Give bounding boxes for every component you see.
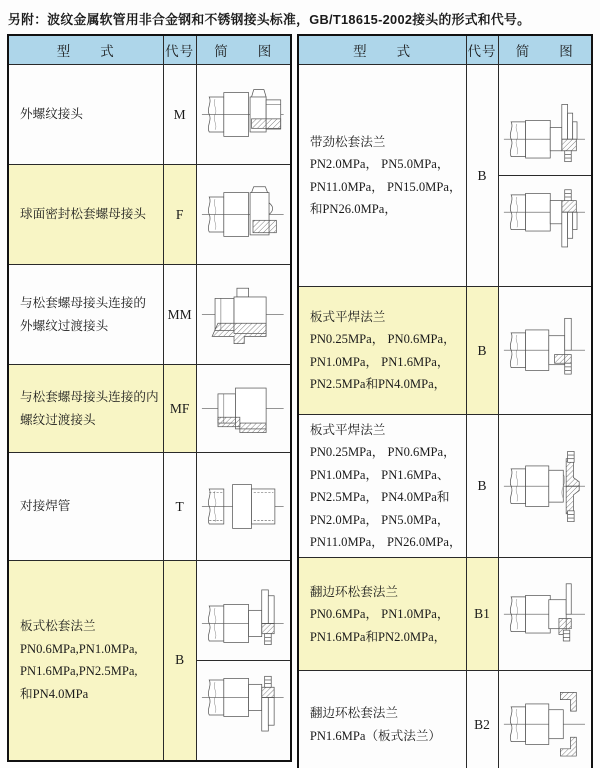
code-cell: MM (163, 265, 196, 365)
diagram (197, 660, 290, 734)
type-text-line: PN1.0MPa， PN1.6MPa、 (309, 467, 450, 482)
table-row (8, 65, 291, 165)
diagram (499, 578, 591, 650)
type-text-line: PN2.5MPa， PN4.0MPa和 (309, 490, 450, 505)
type-header: 型 式 (8, 35, 163, 65)
type-text-line: 翻边环松套法兰 (309, 584, 398, 599)
diagram (197, 470, 290, 543)
fitting-table-left (7, 34, 292, 762)
diagram (197, 372, 290, 445)
type-text-line: PN1.6MPa,PN2.5MPa, (20, 664, 138, 679)
diagram-stack (197, 587, 290, 734)
type-text-line: 与松套螺母接头连接的内 (20, 390, 159, 405)
neck-loose-flange-up-diagram (501, 103, 588, 175)
butt-weld-pipe-diagram (199, 470, 287, 543)
diagram (499, 314, 591, 386)
code-cell: B (466, 65, 498, 287)
diagram-cell (196, 453, 291, 561)
type-text-line: 与松套螺母接头连接的 (20, 296, 146, 311)
male-thread-joint-diagram (199, 78, 287, 151)
type-cell (8, 65, 163, 165)
diagram-cell (196, 365, 291, 453)
type-text-line: 板式平焊法兰 (309, 423, 386, 437)
type-text-line: 板式松套法兰 (20, 619, 96, 634)
diagram (499, 450, 591, 522)
code-cell: F (163, 165, 196, 265)
diagram-cell (498, 558, 592, 671)
code-header: 代号 (163, 35, 196, 65)
type-text-line: PN2.0MPa， PN5.0MPa， (309, 512, 450, 527)
type-text-line: PN1.6MPa（板式法兰） (309, 728, 442, 743)
type-text-line: PN1.0MPa， PN1.6MPa， (309, 354, 450, 369)
type-cell (298, 287, 466, 415)
diagram-cell (196, 165, 291, 265)
code-cell: B1 (466, 558, 498, 671)
table-row (298, 671, 592, 768)
diagram (499, 688, 591, 760)
flat-weld-flange-sym-diagram (501, 450, 588, 522)
fitting-table-right (297, 34, 593, 768)
type-cell (298, 65, 466, 287)
type-text-line: 螺纹过渡接头 (20, 412, 96, 427)
diagram (499, 103, 591, 175)
type-cell (8, 453, 163, 561)
code-cell: MF (163, 365, 196, 453)
header-row (8, 35, 291, 65)
type-text-line: 和PN26.0MPa， (309, 201, 397, 216)
code-cell: M (163, 65, 196, 165)
diagram-cell (196, 265, 291, 365)
diagram (197, 78, 290, 151)
code-cell: B (466, 287, 498, 415)
type-text-line: 外螺纹过渡接头 (20, 318, 109, 333)
diagram (197, 178, 290, 251)
page-title: 另附：波纹金属软管用非合金钢和不锈钢接头标准，GB/T18615-2002接头的形式和代号。 (8, 12, 531, 27)
male-male-adapter-diagram (199, 278, 287, 351)
table-row (298, 415, 592, 558)
type-text-line: 和PN4.0MPa (20, 686, 89, 701)
type-text-line: 外螺纹接头 (20, 107, 83, 122)
spherical-seal-nut-joint-diagram (199, 178, 287, 251)
lap-ring-flange-sym-diagram (501, 688, 588, 760)
type-text-line: PN1.6MPa和PN2.0MPa， (309, 629, 447, 644)
table-row (298, 65, 592, 287)
type-text-line: PN0.6MPa,PN1.0MPa, (20, 641, 138, 656)
type-text-line: 对接焊管 (20, 499, 71, 514)
code-cell: B (163, 561, 196, 761)
flat-weld-flange-diagram (501, 314, 588, 386)
table-row (8, 365, 291, 453)
plate-loose-flange-up-diagram (199, 587, 287, 660)
code-cell: B2 (466, 671, 498, 768)
type-cell (8, 365, 163, 453)
neck-loose-flange-down-diagram (501, 176, 588, 248)
type-cell (8, 165, 163, 265)
type-text-line: PN2.5MPa和PN4.0MPa， (309, 376, 447, 391)
table-row (298, 558, 592, 671)
diagram-cell (196, 65, 291, 165)
diagram-cell (196, 561, 291, 761)
type-text-line: PN11.0MPa， PN15.0MPa， (309, 179, 462, 194)
type-text-line: 翻边环松套法兰 (309, 706, 398, 721)
code-cell: B (466, 415, 498, 558)
header-row (298, 35, 592, 65)
type-text-line: PN0.6MPa， PN1.0MPa， (309, 607, 450, 622)
diagram-cell (498, 415, 592, 558)
diagram-cell (498, 287, 592, 415)
type-text-line: PN0.25MPa， PN0.6MPa， (309, 332, 456, 347)
type-header: 型 式 (298, 35, 466, 65)
table-row (8, 165, 291, 265)
plate-loose-flange-down-diagram (199, 661, 287, 734)
type-cell (8, 265, 163, 365)
diagram (197, 587, 290, 660)
diagram-stack (499, 103, 591, 249)
male-female-adapter-diagram (199, 372, 287, 445)
type-text-line: PN11.0MPa， PN26.0MPa， (309, 535, 462, 550)
lap-ring-flange-diagram (501, 578, 588, 650)
diagram-header: 简 图 (196, 35, 291, 65)
type-text-line: 球面密封松套螺母接头 (20, 207, 146, 222)
type-cell (298, 415, 466, 558)
table-row (8, 265, 291, 365)
diagram-cell (498, 671, 592, 768)
code-header: 代号 (466, 35, 498, 65)
type-text-line: 带劲松套法兰 (309, 134, 386, 149)
table-row (298, 287, 592, 415)
type-cell (298, 671, 466, 768)
code-cell: T (163, 453, 196, 561)
table-row (8, 453, 291, 561)
type-cell (8, 561, 163, 761)
table-row (8, 561, 291, 761)
diagram (197, 278, 290, 351)
fitting-tables-container (0, 34, 600, 768)
type-text-line: 板式平焊法兰 (309, 309, 386, 324)
diagram-cell (498, 65, 592, 287)
diagram-header: 简 图 (498, 35, 592, 65)
diagram (499, 175, 591, 248)
type-cell (298, 558, 466, 671)
type-text-line: PN2.0MPa， PN5.0MPa， (309, 157, 450, 172)
type-text-line: PN0.25MPa， PN0.6MPa， (309, 445, 456, 460)
